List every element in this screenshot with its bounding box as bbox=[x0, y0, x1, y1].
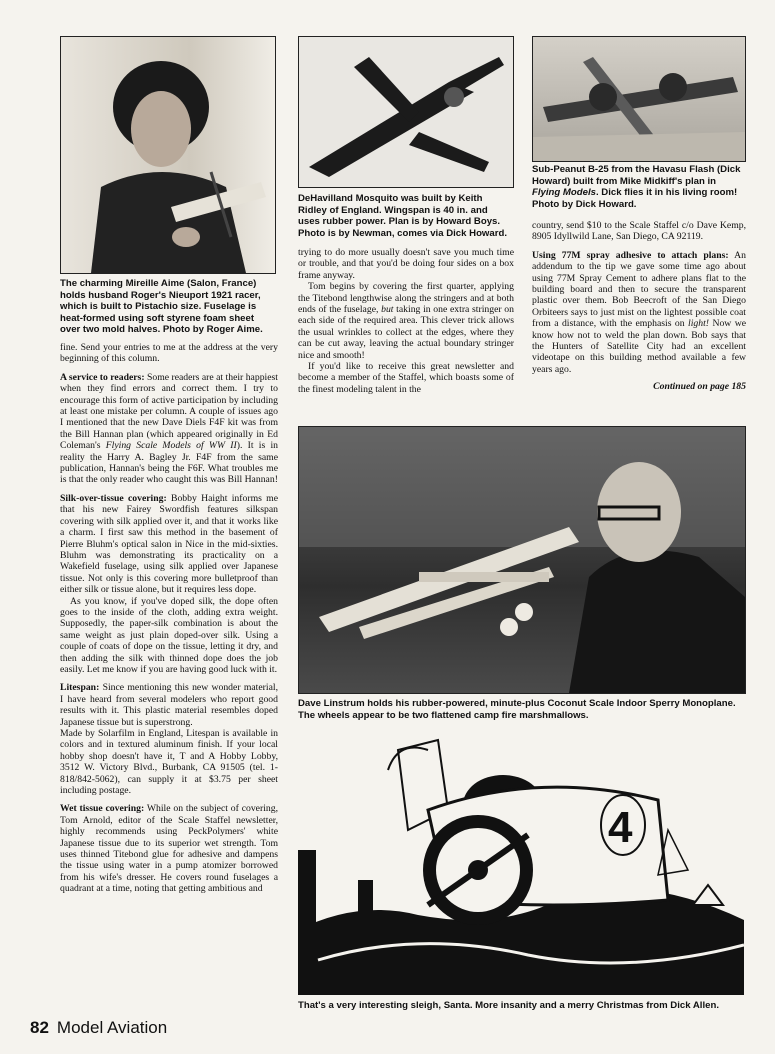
linstrum-illustration bbox=[299, 427, 745, 693]
caption-mosquito: DeHavilland Mosquito was built by Keith Ridley of England. Wingspan is 40 in. and uses rubber power. Plan is by Howard Boys. Photo is by Newman, comes via Dick Howard. bbox=[298, 193, 507, 239]
right-column bbox=[532, 220, 746, 420]
mireille-illustration bbox=[61, 37, 275, 273]
middle-paragraph-2-text-2: taking in one extra stringer on each side of the required area. This clever trick allows the usual wrinkles to collect at the edges, where they can be cut away, leaving the actual boundary stringer nice and smooth! bbox=[298, 304, 514, 361]
section-service bbox=[60, 372, 278, 486]
mosquito-illustration bbox=[299, 37, 513, 187]
magazine-name: Model Aviation bbox=[56, 1018, 168, 1037]
middle-paragraph-2-text-1: Tom begins by covering the first quarter, applying the Titebond lengthwise along the stringers and at both ends of the fuselage, bbox=[298, 281, 514, 316]
middle-paragraph-3: If you'd like to receive this great newsletter and become a member of the Staffel, which boasts some of the finest modeling talent in the bbox=[298, 361, 514, 395]
section-silk-paragraph-2: As you know, if you've doped silk, the dope often goes to the inside of the cloth, adding extra weight. Supposedly, the paper-silk combination is about the same weight as just plain doped-over silk. Using a couple of coats of dope on the tissue, letting it dry, and then adding the silk with thinned dope does the job easily. Let me know if you are having good luck with it. bbox=[60, 595, 278, 675]
caption-sleigh: That's a very interesting sleigh, Santa. More insanity and a merry Christmas from Dick Allen. bbox=[298, 1000, 719, 1011]
middle-paragraph-2-italic: but bbox=[381, 304, 394, 316]
section-spray-adhesive bbox=[532, 250, 746, 375]
photo-mireille-aime bbox=[60, 36, 276, 274]
caption-b25-part-2: . Dick flies it in his living room! Photo by Dick Howard. bbox=[532, 187, 738, 210]
b25-illustration bbox=[533, 37, 745, 161]
section-spray-italic: light! bbox=[688, 318, 710, 330]
section-litespan-heading: Litespan: bbox=[60, 682, 100, 694]
caption-b25-italic: Flying Models bbox=[532, 187, 596, 199]
caption-b25-part-1: Sub-Peanut B-25 from the Havasu Flash (Dick Howard) built from Mike Midkiff's plan in bbox=[532, 164, 741, 187]
middle-paragraph-2 bbox=[298, 281, 514, 361]
photo-linstrum bbox=[298, 426, 746, 694]
section-silk bbox=[60, 493, 278, 596]
middle-column bbox=[298, 247, 514, 417]
section-litespan-text: Since mentioning this new wonder material, I have heard from several modelers who report good results with it. This plastic material resembles doped Japanese tissue but is superstrong. bbox=[60, 682, 278, 728]
section-spray-text-1: An addendum to the tip we gave some time ago about using 77M Spray Cement to adhere plans flat to the building board and then to secure the transparent plastic over them. Bob Beecroft of the San Diego Orbiteers says to just mist on the lightest possible coat from a distance, with the emphasis on bbox=[532, 249, 746, 330]
section-service-text-1: Some readers are at their happiest when they find errors and correct them. I try to encourage this form of active participation by including at least one mistake per column. A couple of issues ago I mentioned that the new Dave Diels F4F kit was from the Bill Hannan plan (which appeared originally in Ed Coleman's bbox=[60, 371, 278, 452]
cartoon-santa-sleigh bbox=[298, 730, 744, 995]
photo-b25 bbox=[532, 36, 746, 162]
section-litespan bbox=[60, 682, 278, 728]
section-silk-text: Bobby Haight informs me that his new Fairey Swordfish features silkspan covering with silk applied over it, and that it works like a charm. I first saw this method in the basement of Pierre Bluhm's optical salon in Nice in the mid-sixties. Bluhm was demonstrating its practicality on a Wakefield fuselage, using silk applied over Japanese tissue. Not only is this covering more bulletproof than either silk or tissue alone, but it requires less dope. bbox=[60, 492, 278, 596]
photo-mosquito bbox=[298, 36, 514, 188]
cartoon-illustration bbox=[298, 730, 744, 995]
section-silk-heading: Silk-over-tissue covering: bbox=[60, 492, 167, 504]
continued-note: Continued on page 185 bbox=[653, 381, 746, 393]
caption-b25 bbox=[532, 164, 746, 210]
intro-paragraph: fine. Send your entries to me at the address at the very beginning of this column. bbox=[60, 342, 278, 365]
middle-paragraph-1: trying to do more usually doesn't save you much time or trouble, and that you'd be doing four sides on a box frame anyway. bbox=[298, 247, 514, 281]
right-paragraph-1: country, send $10 to the Scale Staffel c/o Dave Kemp, 8905 Idyllwild Lane, San Diego, CA 92119. bbox=[532, 220, 746, 243]
caption-mireille: The charming Mireille Aime (Salon, France) holds husband Roger's Nieuport 1921 racer, which is built to Pistachio size. Fuselage is heat-formed using soft styrene foam sheet over two mold halves. Photo by Roger Aime. bbox=[60, 278, 263, 336]
section-service-text-2: ). It is in reality the Harry A. Bagley Jr. F4F from the same publication, Hannan's being the F6F. What troubles me is that the only reader who caught this was Bill Hannan! bbox=[60, 440, 278, 486]
section-service-italic: Flying Scale Models of WW II bbox=[105, 440, 237, 452]
page-number: 82 bbox=[30, 1018, 49, 1037]
section-wet-tissue bbox=[60, 803, 278, 894]
page-footer bbox=[30, 1018, 167, 1038]
section-spray-heading: Using 77M spray adhesive to attach plans: bbox=[532, 249, 729, 261]
section-service-heading: A service to readers: bbox=[60, 371, 145, 383]
cartoon-number: 4 bbox=[608, 803, 633, 852]
caption-linstrum: Dave Linstrum holds his rubber-powered, minute-plus Coconut Scale Indoor Sperry Monoplane. The wheels appear to be two flattened camp fire marshmallows. bbox=[298, 698, 736, 721]
section-spray-text-2: Now we know how not to weld the plan down. Bob says that the Hunters of Satellite City had an excellent videotape on this building method available a few years ago. bbox=[532, 318, 746, 375]
section-litespan-paragraph-2: Made by Solarfilm in England, Litespan is available in colors and in textured aluminum finish. If your local hobby shop doesn't have it, T and A Hobby Lobby, 3512 W. Victory Blvd., Burbank, CA 91505 (tel. 1-818/842-5062), can supply it at $3.75 per sheet including postage. bbox=[60, 728, 278, 797]
section-wet-tissue-text: While on the subject of covering, Tom Arnold, editor of the Scale Staffel newsletter, highly recommends using PeckPolymers' white Japanese tissue due to its superior wet strength. Tom uses thinned Titebond glue for adhesive and dampens the tissue using water in a pump atomizer borrowed from his wife's dresser. He covers round fuselages a quadrant at a time, noting that getting ambitious and bbox=[60, 803, 278, 895]
left-column bbox=[60, 342, 278, 1010]
section-wet-tissue-heading: Wet tissue covering: bbox=[60, 803, 145, 815]
